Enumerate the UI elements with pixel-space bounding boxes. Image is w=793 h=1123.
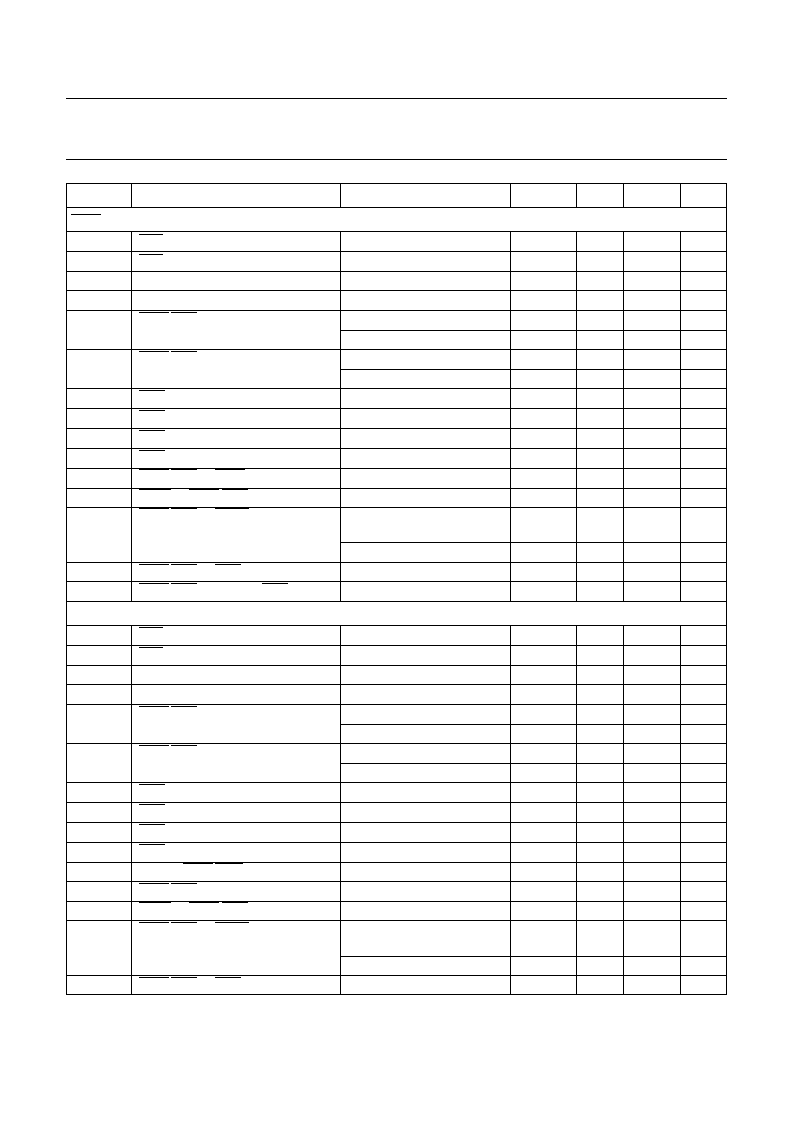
row-rule-partial xyxy=(341,542,726,543)
overline-mark xyxy=(171,977,197,978)
column-rule xyxy=(131,231,132,601)
overline-mark xyxy=(171,351,197,352)
row-rule xyxy=(67,862,726,863)
row-rule xyxy=(67,349,726,350)
overline-mark xyxy=(171,922,197,923)
overline-mark xyxy=(139,706,169,707)
column-rule xyxy=(340,183,341,207)
row-rule xyxy=(67,290,726,291)
header-rule-bottom xyxy=(66,159,727,160)
row-rule xyxy=(67,408,726,409)
column-rule xyxy=(510,231,511,601)
column-rule xyxy=(510,625,511,995)
column-rule xyxy=(623,183,624,207)
column-rule xyxy=(131,183,132,207)
overline-mark xyxy=(139,469,169,470)
overline-mark xyxy=(171,469,197,470)
overline-mark xyxy=(139,564,169,565)
row-rule xyxy=(67,920,726,921)
row-rule xyxy=(67,310,726,311)
column-rule xyxy=(680,231,681,601)
overline-mark xyxy=(171,312,197,313)
overline-mark xyxy=(139,410,165,411)
overline-mark xyxy=(139,430,165,431)
overline-mark xyxy=(139,450,165,451)
overline-mark xyxy=(139,844,165,845)
row-rule-partial xyxy=(341,956,726,957)
column-rule xyxy=(576,183,577,207)
overline-mark xyxy=(139,254,163,255)
overline-mark xyxy=(262,583,288,584)
column-rule xyxy=(510,183,511,207)
overline-mark xyxy=(139,312,169,313)
row-rule-partial xyxy=(341,330,726,331)
overline-mark xyxy=(189,489,219,490)
column-rule xyxy=(680,183,681,207)
row-rule xyxy=(67,881,726,882)
overline-mark xyxy=(215,564,241,565)
row-rule-partial xyxy=(341,763,726,764)
overline-mark xyxy=(171,564,197,565)
overline-mark xyxy=(139,583,169,584)
overline-mark xyxy=(139,234,163,235)
overline-mark xyxy=(139,804,165,805)
overline-mark xyxy=(171,583,197,584)
row-rule xyxy=(67,645,726,646)
overline-mark xyxy=(139,824,165,825)
overline-mark xyxy=(139,508,169,509)
overline-mark xyxy=(139,977,169,978)
row-rule xyxy=(67,562,726,563)
overline-mark xyxy=(139,351,169,352)
header-rule-top xyxy=(66,98,727,99)
column-rule xyxy=(623,231,624,601)
row-rule xyxy=(67,231,726,232)
overline-mark xyxy=(222,902,248,903)
row-rule xyxy=(67,665,726,666)
overline-mark xyxy=(139,784,165,785)
row-rule xyxy=(67,251,726,252)
overline-mark xyxy=(139,902,171,903)
row-rule xyxy=(67,448,726,449)
overline-mark xyxy=(139,745,169,746)
row-rule xyxy=(67,388,726,389)
overline-mark xyxy=(139,883,169,884)
row-rule xyxy=(67,802,726,803)
row-rule xyxy=(67,704,726,705)
column-rule xyxy=(131,625,132,995)
overline-mark xyxy=(139,627,163,628)
row-rule xyxy=(67,782,726,783)
row-rule xyxy=(67,581,726,582)
column-rule xyxy=(623,625,624,995)
overline-mark xyxy=(171,745,197,746)
row-rule xyxy=(67,271,726,272)
row-rule xyxy=(67,625,726,626)
row-rule-partial xyxy=(341,724,726,725)
overline-mark xyxy=(171,508,197,509)
overline-mark xyxy=(139,922,169,923)
row-rule xyxy=(67,428,726,429)
row-rule xyxy=(67,842,726,843)
overline-mark xyxy=(215,508,249,509)
column-rule xyxy=(680,625,681,995)
overline-mark xyxy=(139,647,163,648)
row-rule xyxy=(67,684,726,685)
overline-mark xyxy=(215,863,243,864)
column-rule xyxy=(576,625,577,995)
overline-mark xyxy=(183,863,213,864)
overline-mark xyxy=(215,977,241,978)
overline-mark xyxy=(139,390,165,391)
overline-mark xyxy=(222,489,248,490)
row-rule xyxy=(67,975,726,976)
overline-mark xyxy=(215,469,245,470)
overline-mark xyxy=(71,214,101,215)
row-rule xyxy=(67,601,726,602)
spec-table xyxy=(66,183,727,995)
overline-mark xyxy=(189,902,219,903)
overline-mark xyxy=(215,922,249,923)
overline-mark xyxy=(171,706,197,707)
overline-mark xyxy=(139,489,171,490)
row-rule xyxy=(67,207,726,208)
column-rule xyxy=(340,231,341,601)
row-rule xyxy=(67,743,726,744)
overline-mark xyxy=(171,883,197,884)
row-rule-partial xyxy=(341,369,726,370)
column-rule xyxy=(576,231,577,601)
column-rule xyxy=(340,625,341,995)
row-rule xyxy=(67,822,726,823)
